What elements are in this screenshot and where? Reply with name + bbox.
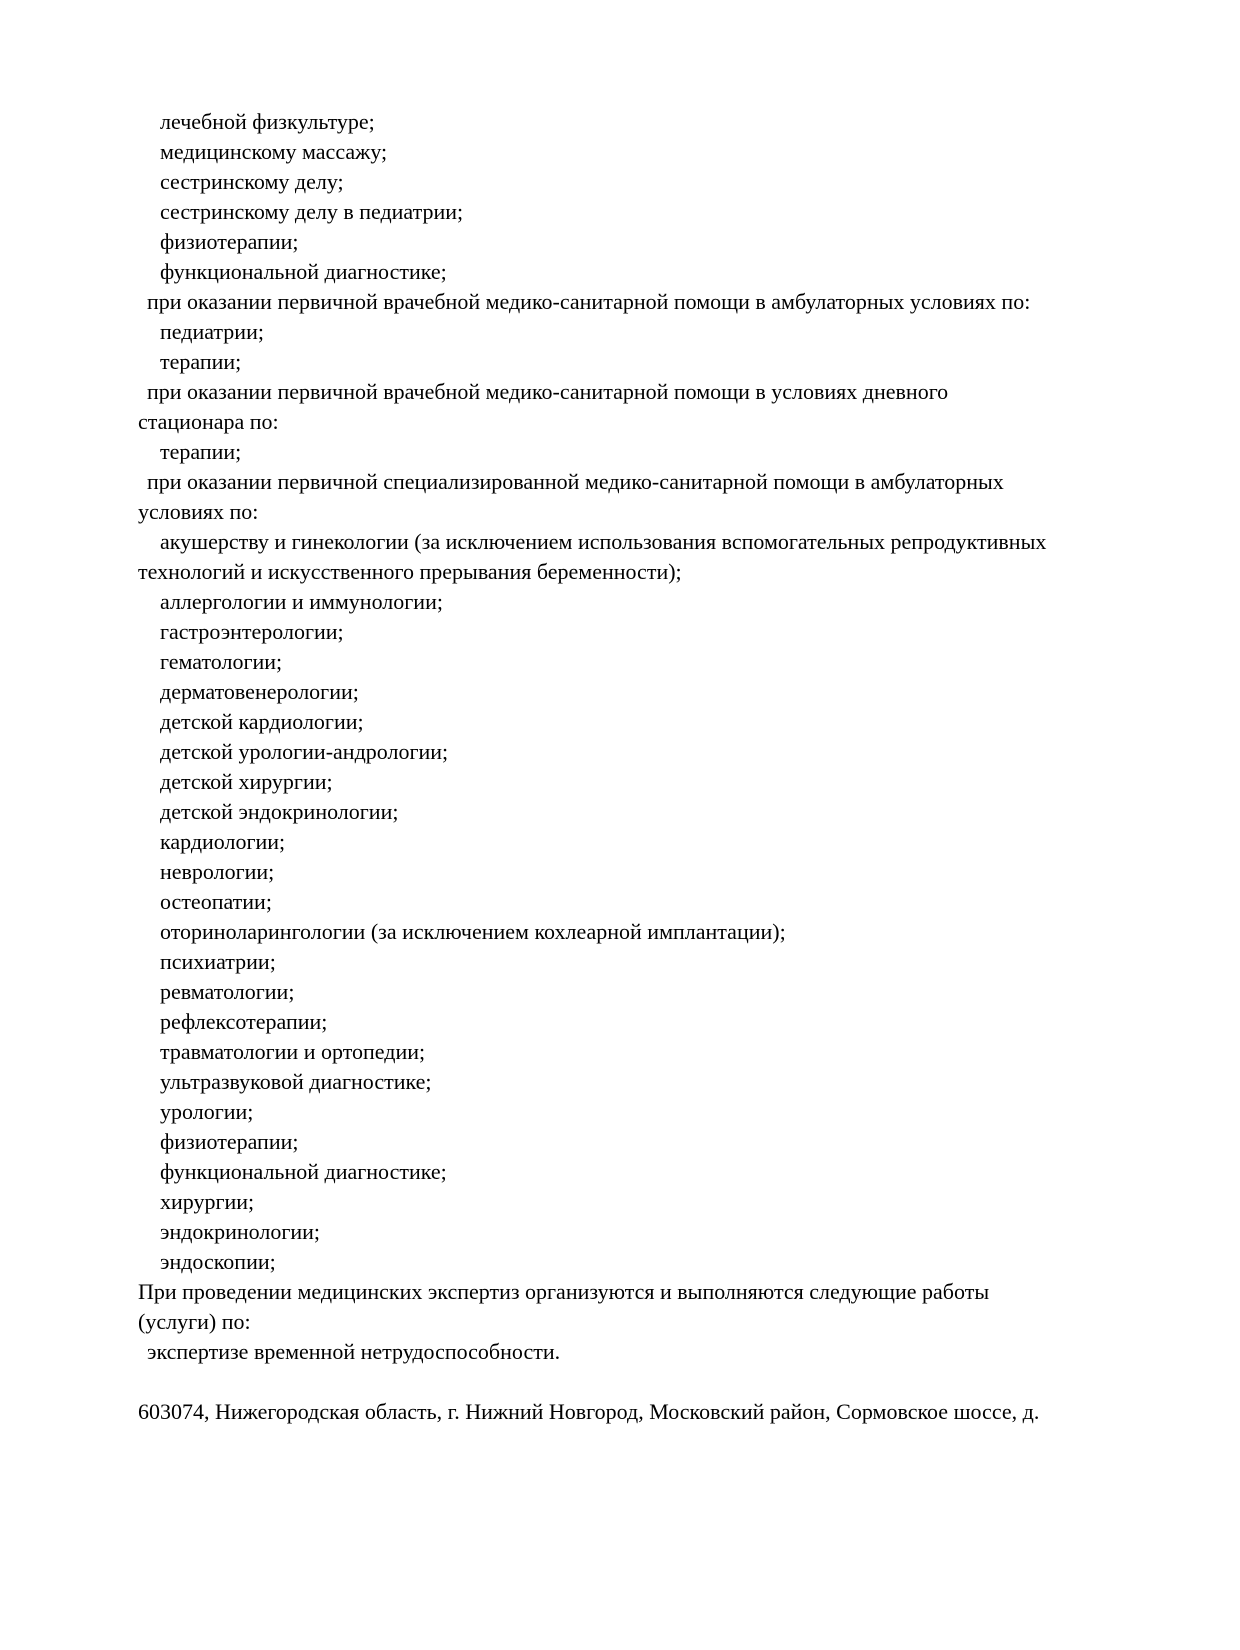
- document-line: кардиологии;: [160, 829, 286, 854]
- document-line: детской хирургии;: [160, 769, 333, 794]
- document-line: детской эндокринологии;: [160, 799, 399, 824]
- document-line: эндоскопии;: [160, 1249, 276, 1274]
- document-line: урологии;: [160, 1099, 254, 1124]
- document-line: стационара по:: [138, 409, 279, 434]
- document-line: оториноларингологии (за исключением кохлеарной имплантации);: [160, 919, 786, 944]
- document-line: акушерству и гинекологии (за исключением использования вспомогательных репродуктивных: [160, 529, 1047, 554]
- blank-line: [138, 1367, 1122, 1397]
- document-line: При проведении медицинских экспертиз организуются и выполняются следующие работы: [138, 1279, 990, 1304]
- document-line: 603074, Нижегородская область, г. Нижний Новгород, Московский район, Сормовское шоссе, д.: [138, 1399, 1040, 1424]
- document-line: функциональной диагностике;: [160, 259, 447, 284]
- document-line: при оказании первичной врачебной медико-санитарной помощи в амбулаторных условиях по:: [147, 289, 1031, 314]
- document-line: экспертизе временной нетрудоспособности.: [147, 1339, 561, 1364]
- document-line: педиатрии;: [160, 319, 264, 344]
- document-line: терапии;: [160, 439, 242, 464]
- document-line: детской кардиологии;: [160, 709, 364, 734]
- document-line: при оказании первичной врачебной медико-санитарной помощи в условиях дневного: [147, 379, 949, 404]
- document-line: при оказании первичной специализированной медико-санитарной помощи в амбулаторных: [147, 469, 1004, 494]
- document-line: ультразвуковой диагностике;: [160, 1069, 432, 1094]
- document-line: условиях по:: [138, 499, 259, 524]
- document-line: физиотерапии;: [160, 229, 299, 254]
- document-line: лечебной физкультуре;: [160, 109, 375, 134]
- document-line: рефлексотерапии;: [160, 1009, 328, 1034]
- document-line: медицинскому массажу;: [160, 139, 388, 164]
- document-line: физиотерапии;: [160, 1129, 299, 1154]
- document-line: (услуги) по:: [138, 1309, 251, 1334]
- document-line: детской урологии-андрологии;: [160, 739, 449, 764]
- document-body: [138, 107, 1122, 1427]
- document-line: сестринскому делу в педиатрии;: [160, 199, 464, 224]
- document-line: терапии;: [160, 349, 242, 374]
- document-line: травматологии и ортопедии;: [160, 1039, 426, 1064]
- document-line: аллергологии и иммунологии;: [160, 589, 443, 614]
- document-line: технологий и искусственного прерывания беременности);: [138, 559, 682, 584]
- document-line: хирургии;: [160, 1189, 255, 1214]
- document-line: гастроэнтерологии;: [160, 619, 344, 644]
- document-line: функциональной диагностике;: [160, 1159, 447, 1184]
- document-line: эндокринологии;: [160, 1219, 321, 1244]
- document-line: психиатрии;: [160, 949, 276, 974]
- document-line: сестринскому делу;: [160, 169, 344, 194]
- document-line: ревматологии;: [160, 979, 295, 1004]
- document-line: дерматовенерологии;: [160, 679, 359, 704]
- document-line: гематологии;: [160, 649, 283, 674]
- document-line: неврологии;: [160, 859, 275, 884]
- document-line: остеопатии;: [160, 889, 272, 914]
